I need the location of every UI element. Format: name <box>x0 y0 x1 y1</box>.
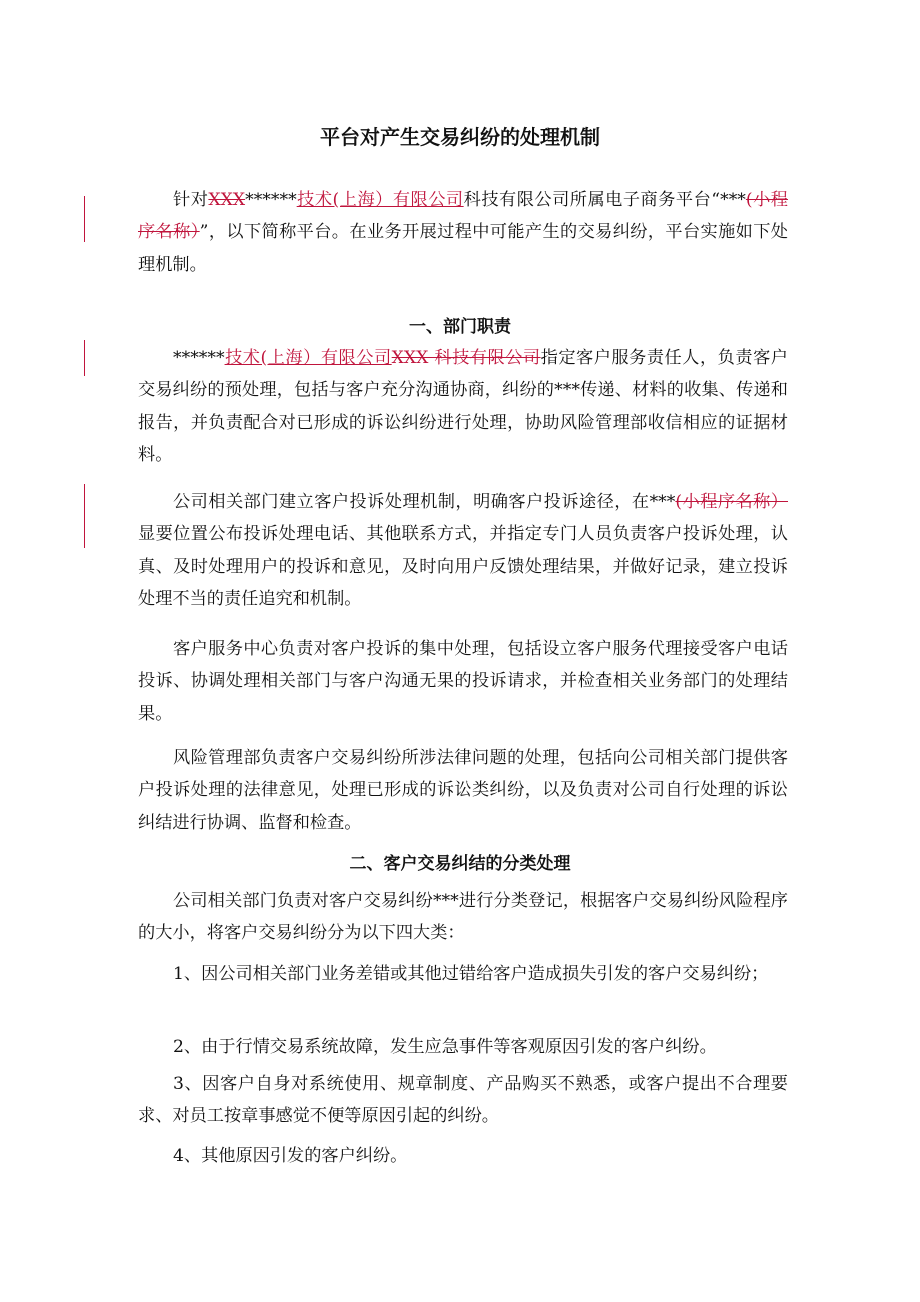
section1-paragraph-3: 客户服务中心负责对客户投诉的集中处理，包括设立客户服务代理接受客户电话投诉、协调处理相关部门与客户沟通无果的投诉请求，并检查相关业务部门的处理结果。 <box>138 639 788 724</box>
list-item: 4、其他原因引发的客户纠纷。 <box>173 1146 408 1166</box>
revision-bar <box>84 340 85 376</box>
section1-heading: 一、部门职责 <box>409 317 511 337</box>
text-run: ****** <box>173 348 225 368</box>
list-item: 1、因公司相关部门业务差错或其他过错给客户造成损失引发的客户交易纠纷； <box>173 964 769 984</box>
text-run: 针对 <box>173 190 209 210</box>
list-item: 3、因客户自身对系统使用、规章制度、产品购买不熟悉，或客户提出不合理要求、对员工按章事感觉不便等原因引起的纠纷。 <box>138 1074 788 1127</box>
text-run: 科技有限公司所属电子商务平台“*** <box>463 190 746 210</box>
section2-paragraph-1: 公司相关部门负责对客户交易纠纷***进行分类登记，根据客户交易纠纷风险程序的大小，将客户交易纠纷分为以下四大类： <box>138 891 788 944</box>
intro-paragraph <box>138 184 788 281</box>
text-run: 公司相关部门建立客户投诉处理机制，明确客户投诉途径，在*** <box>173 492 676 512</box>
revision-bar <box>84 196 85 242</box>
section1-paragraph-2 <box>138 486 788 616</box>
document-title: 平台对产生交易纠纷的处理机制 <box>320 125 600 149</box>
text-run: ”，以下简称平台。在业务开展过程中可能产生的交易纠纷，平台实施如下处理机制。 <box>138 222 788 275</box>
revision-bar <box>84 484 85 548</box>
text-run: 显要位置公布投诉处理电话、其他联系方式，并指定专门人员负责客户投诉处理，认真、及时处理用户的投诉和意见，及时向用户反馈处理结果，并做好记录，建立投诉处理不当的责任追究和机制。 <box>138 524 788 610</box>
list-item: 2、由于行情交易系统故障，发生应急事件等客观原因引发的客户纠纷。 <box>173 1037 717 1057</box>
deleted-text: XXX 科技有限公司 <box>391 348 541 368</box>
section1-paragraph-1 <box>138 342 788 472</box>
section1-paragraph-4: 风险管理部负责客户交易纠纷所涉法律问题的处理，包括向公司相关部门提供客户投诉处理的法律意见，处理已形成的诉讼类纠纷，以及负责对公司自行处理的诉讼纠结进行协调、监督和检查。 <box>138 748 788 833</box>
section2-heading: 二、客户交易纠结的分类处理 <box>349 854 571 874</box>
text-run: 指定客户服务责任人，负责客户交易纠纷的预处理，包括与客户充分沟通协商，纠纷的***传递、材料的收集、传递和报告，并负责配合对已形成的诉讼纠纷进行处理，协助风险管理部收信相应的证据材料。 <box>138 348 788 466</box>
inserted-text: 技术(上海）有限公司 <box>296 190 464 210</box>
deleted-text: XXX <box>208 190 246 210</box>
deleted-text: (小程序名称） <box>675 492 788 512</box>
text-run: ****** <box>245 190 297 210</box>
inserted-text: 技术(上海）有限公司 <box>224 348 392 368</box>
deleted-text: (小程序名称） <box>138 190 788 243</box>
